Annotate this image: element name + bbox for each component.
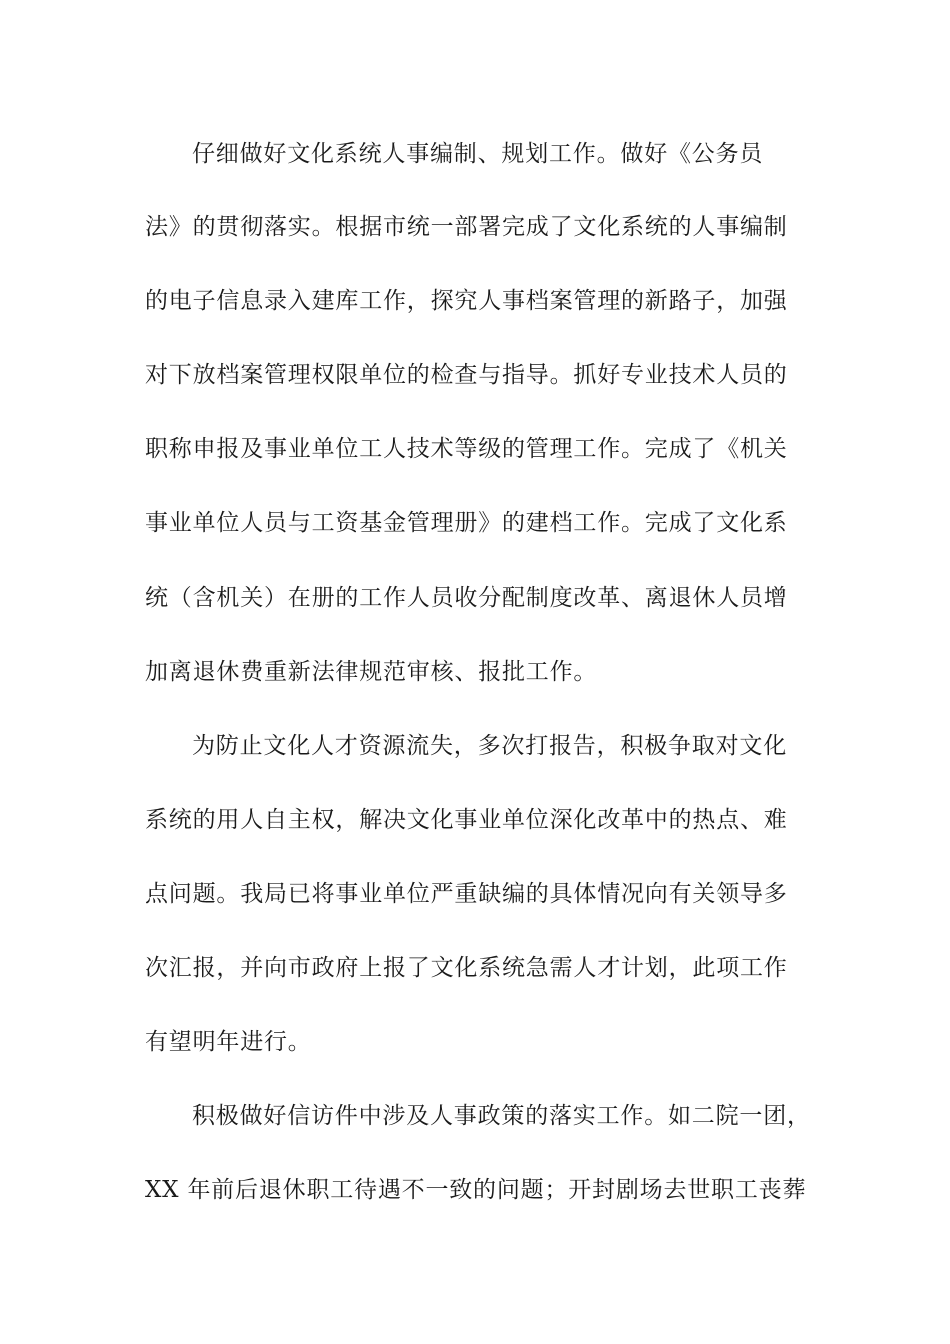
paragraph-1-line-5: 职称申报及事业单位工人技术等级的管理工作。完成了《机关: [145, 436, 788, 462]
paragraph-2-line-3: 点问题。我局已将事业单位严重缺编的具体情况向有关领导多: [145, 881, 788, 907]
paragraph-1-line-1: 仔细做好文化系统人事编制、规划工作。做好《公务员: [192, 141, 764, 167]
paragraph-2-line-5: 有望明年进行。: [145, 1029, 312, 1055]
paragraph-1-line-4: 对下放档案管理权限单位的检查与指导。抓好专业技术人员的: [145, 362, 788, 388]
paragraph-2-line-4: 次汇报，并向市政府上报了文化系统急需人才计划，此项工作: [145, 955, 788, 981]
paragraph-1-line-8: 加离退休费重新法律规范审核、报批工作。: [145, 659, 598, 685]
paragraph-1-line-3: 的电子信息录入建库工作，探究人事档案管理的新路子，加强: [145, 288, 788, 314]
paragraph-1-line-2: 法》的贯彻落实。根据市统一部署完成了文化系统的人事编制: [145, 214, 788, 240]
paragraph-1-line-6: 事业单位人员与工资基金管理册》的建档工作。完成了文化系: [145, 510, 788, 536]
paragraph-3-line-1: 积极做好信访件中涉及人事政策的落实工作。如二院一团，: [192, 1103, 811, 1129]
paragraph-3-line-2: XX 年前后退休职工待遇不一致的问题；开封剧场去世职工丧葬: [145, 1177, 807, 1203]
paragraph-2-line-2: 系统的用人自主权，解决文化事业单位深化改革中的热点、难: [145, 807, 788, 833]
paragraph-1-line-7: 统（含机关）在册的工作人员收分配制度改革、离退休人员增: [145, 585, 788, 611]
paragraph-2-line-1: 为防止文化人才资源流失，多次打报告，积极争取对文化: [192, 733, 787, 759]
